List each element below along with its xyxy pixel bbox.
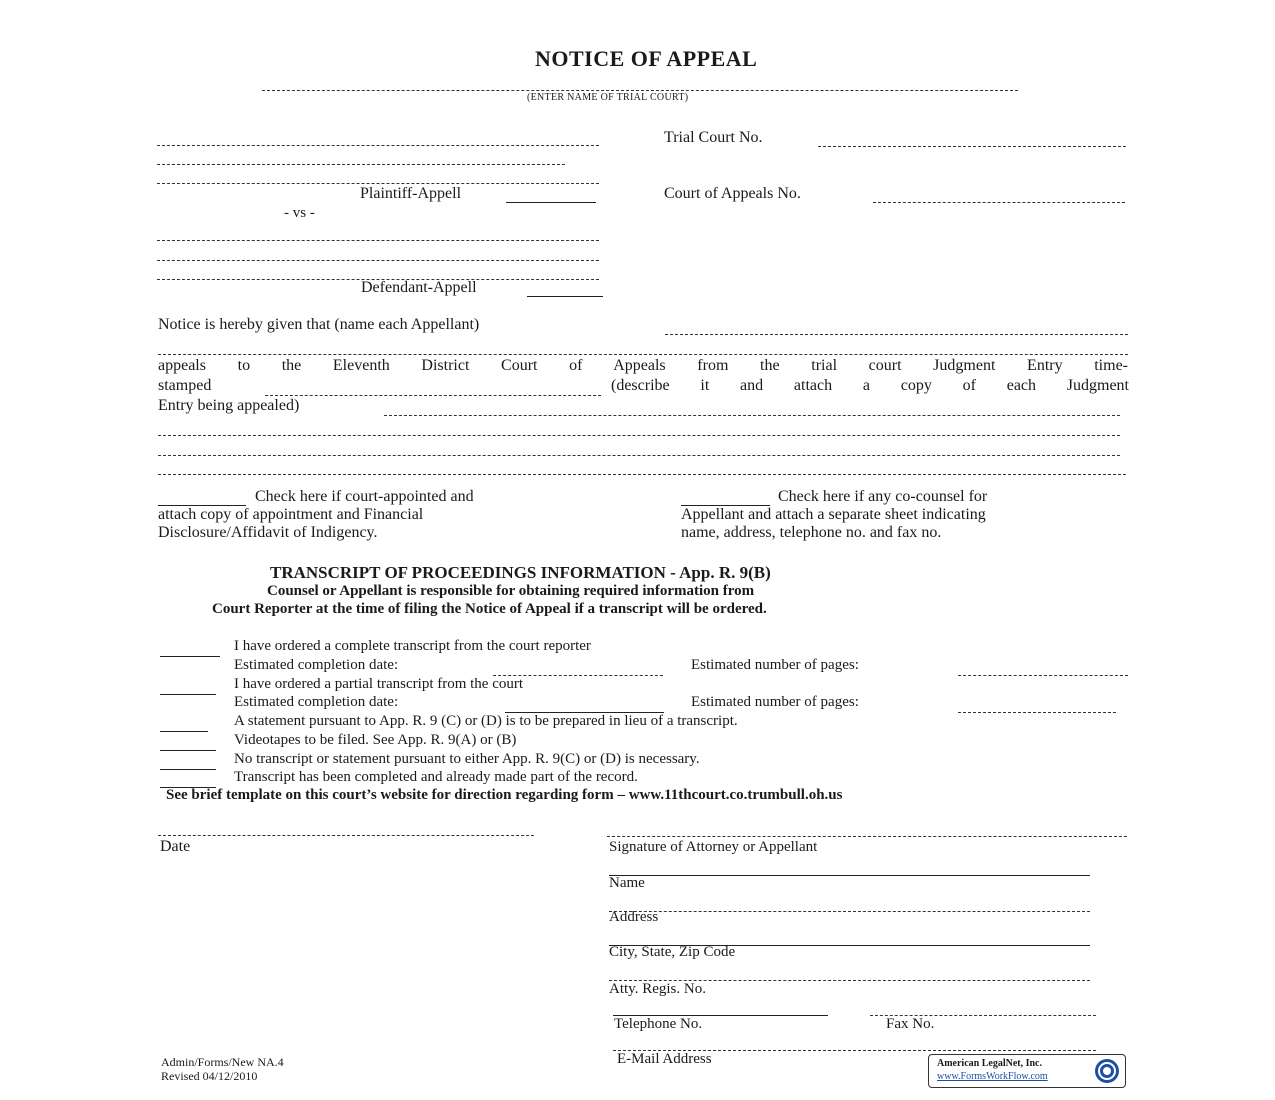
defendant-line-2-input[interactable] [157,242,599,261]
fax-input[interactable] [870,997,1096,1016]
judgment-description-line-2-input[interactable] [158,417,1120,436]
court-of-appeals-no-label: Court of Appeals No. [664,185,801,202]
name-input[interactable] [609,857,1090,876]
city-state-zip-label: City, State, Zip Code [609,944,736,960]
judgment-description-input[interactable] [384,397,1120,416]
defendant-line-1-input[interactable] [157,222,599,241]
trial-court-caption: (ENTER NAME OF TRIAL COURT) [527,92,689,103]
complete-est-date-label: Estimated completion date: [234,657,399,673]
logo-company-name: American LegalNet, Inc. [937,1058,1042,1069]
time-stamped-date-input[interactable] [265,377,601,396]
atty-regis-no-label: Atty. Regis. No. [609,981,706,997]
transcript-completed-text: Transcript has been completed and already made part of the record. [234,769,638,785]
co-counsel-text-1: Check here if any co-counsel for [778,488,988,505]
complete-transcript-text: I have ordered a complete transcript from the court reporter [234,638,591,654]
revised-date: Revised 04/12/2010 [161,1069,258,1083]
co-counsel-text-3: name, address, telephone no. and fax no. [681,524,942,541]
date-input[interactable] [158,817,534,836]
email-label: E-Mail Address [617,1051,712,1067]
court-appointed-text-3: Disclosure/Affidavit of Indigency. [158,524,378,541]
notice-appeals-text: appeals to the Eleventh District Court of Appeals from the trial court Judgment Entry time- [158,357,1128,374]
complete-est-pages-input[interactable] [958,657,1128,676]
appellant-names-line-2-input[interactable] [158,336,1128,355]
defendant-suffix-input[interactable] [527,278,603,297]
entry-appealed-label: Entry being appealed) [158,397,300,414]
partial-est-date-label: Estimated completion date: [234,694,399,710]
plaintiff-label: Plaintiff-Appell [360,185,462,202]
court-appointed-text-1: Check here if court-appointed and [255,488,474,505]
no-transcript-check[interactable] [160,751,216,770]
plaintiff-line-3-input[interactable] [157,165,599,184]
telephone-label: Telephone No. [614,1016,703,1032]
trial-court-name-input[interactable] [262,72,1018,91]
describe-judgment-label: (describe it and attach a copy of each Judgment [611,377,1129,394]
appellant-names-input[interactable] [665,316,1128,335]
co-counsel-check-input[interactable] [681,487,770,506]
trial-court-no-input[interactable] [818,128,1126,147]
address-input[interactable] [609,893,1090,912]
judgment-description-line-3-input[interactable] [158,437,1120,456]
atty-regis-no-input[interactable] [609,962,1090,981]
partial-est-pages-input[interactable] [958,694,1116,713]
signature-label: Signature of Attorney or Appellant [609,839,818,855]
court-appointed-text-2: attach copy of appointment and Financial [158,506,424,523]
notice-appellant-label: Notice is hereby given that (name each Appellant) [158,316,480,333]
trial-court-no-label: Trial Court No. [664,129,763,146]
complete-est-date-input[interactable] [493,657,663,676]
plaintiff-line-1-input[interactable] [157,127,599,146]
legalnet-logo [928,1054,1126,1088]
vs-label: - vs - [284,205,315,221]
partial-transcript-check[interactable] [160,676,216,695]
email-input[interactable] [613,1032,1096,1051]
judgment-description-line-4-input[interactable] [158,456,1126,475]
plaintiff-line-2-input[interactable] [157,146,565,165]
statement-text: A statement pursuant to App. R. 9 (C) or (D) is to be prepared in lieu of a transcript. [234,713,738,729]
transcript-heading: TRANSCRIPT OF PROCEEDINGS INFORMATION - App. R. 9(B) [270,563,771,582]
address-label: Address [609,909,659,925]
telephone-input[interactable] [613,997,828,1016]
page-title: NOTICE OF APPEAL [535,46,758,71]
transcript-completed-check[interactable] [160,769,216,788]
partial-est-date-input[interactable] [505,694,664,713]
statement-check[interactable] [160,713,208,732]
stamped-label: stamped [158,377,212,394]
date-label: Date [160,838,191,855]
transcript-subheading-2: Court Reporter at the time of filing the Notice of Appeal if a transcript will be ordered. [212,601,767,617]
signature-input[interactable] [607,818,1127,837]
court-of-appeals-no-input[interactable] [873,184,1125,203]
complete-transcript-check[interactable] [160,638,220,657]
transcript-subheading-1: Counsel or Appellant is responsible for obtaining required information from [267,583,755,599]
defendant-label: Defendant-Appell [361,279,477,296]
court-appointed-check-input[interactable] [158,487,246,506]
fax-label: Fax No. [886,1016,935,1032]
name-label: Name [609,875,645,891]
no-transcript-text: No transcript or statement pursuant to either App. R. 9(C) or (D) is necessary. [234,751,700,767]
logo-url-link[interactable]: www.FormsWorkFlow.com [937,1071,1048,1082]
globe-icon [1093,1057,1121,1085]
website-note: See brief template on this court’s website for direction regarding form – www.11thcourt.co.trumbull.oh.us [166,787,843,803]
videotapes-text: Videotapes to be filed. See App. R. 9(A) or (B) [234,732,517,748]
partial-transcript-text: I have ordered a partial transcript from the court [234,676,524,692]
plaintiff-suffix-input[interactable] [506,184,596,203]
partial-est-pages-label: Estimated number of pages: [691,694,859,710]
complete-est-pages-label: Estimated number of pages: [691,657,859,673]
co-counsel-text-2: Appellant and attach a separate sheet indicating [681,506,986,523]
videotapes-check[interactable] [160,732,216,751]
form-id: Admin/Forms/New NA.4 [161,1055,284,1069]
